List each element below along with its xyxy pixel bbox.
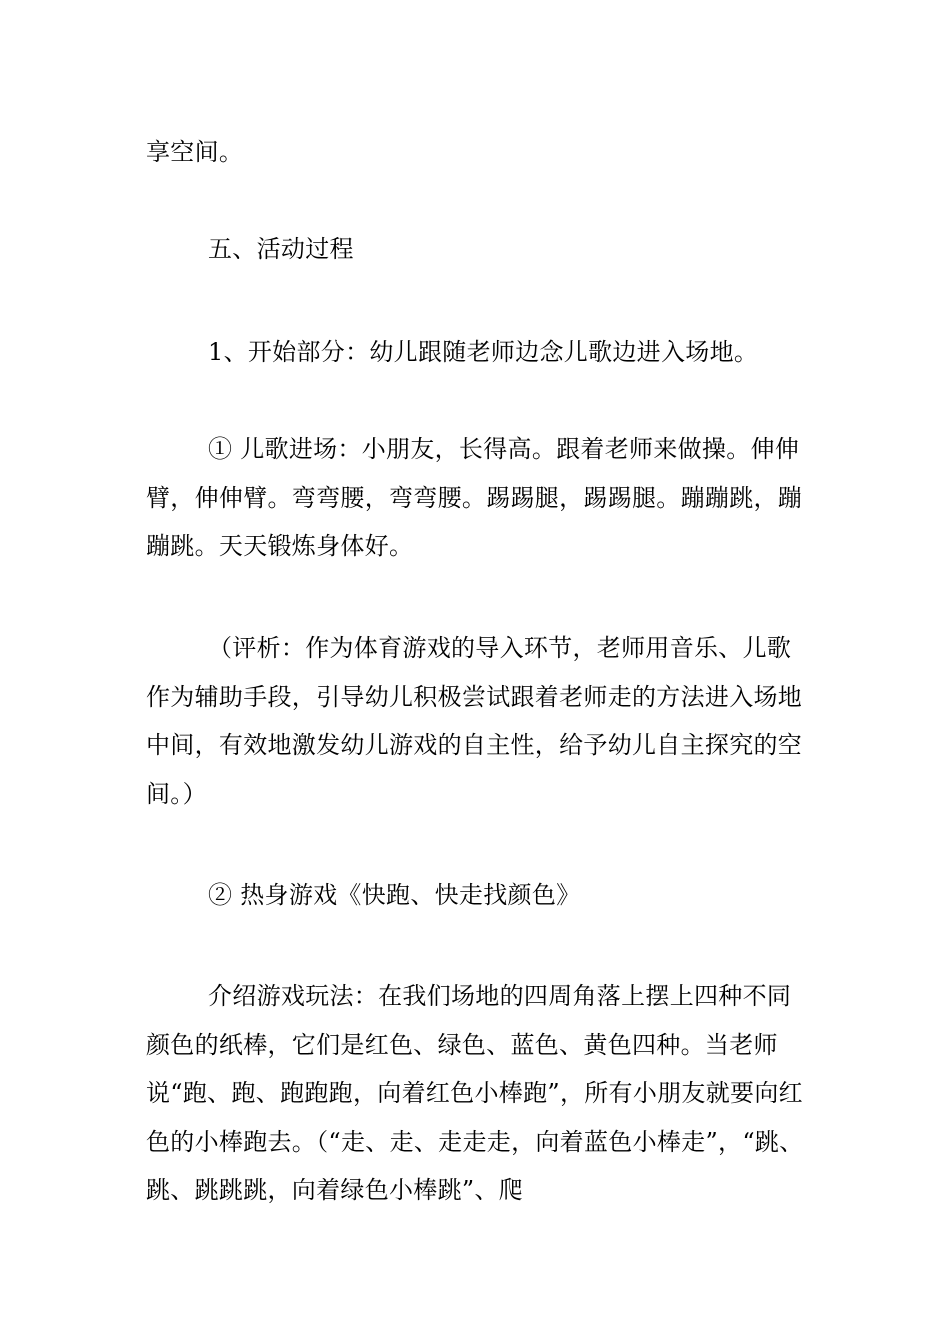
paragraph-continuation: 享空间。 — [146, 138, 244, 166]
paragraph-warmup-game: ② 热身游戏《快跑、快走找颜色》 — [208, 881, 581, 909]
paragraph-game-rules: 介绍游戏玩法：在我们场地的四周角落上摆上四种不同颜色的纸棒，它们是红色、绿色、蓝色、黄色四种。当老师说“跑、跑、跑跑跑，向着红色小棒跑”，所有小朋友就要向红色的小棒跑去。（“走、走、走走走，向着蓝色小棒走”，“跳、跳、跳跳跳，向着绿色小棒跳”、爬 — [146, 982, 804, 1204]
paragraph-song-entry: ① 儿歌进场：小朋友，长得高。跟着老师来做操。伸伸臂，伸伸臂。弯弯腰，弯弯腰。踢踢腿，踢踢腿。蹦蹦跳，蹦蹦跳。天天锻炼身体好。 — [146, 435, 803, 560]
paragraph-evaluation: （评析：作为体育游戏的导入环节，老师用音乐、儿歌作为辅助手段，引导幼儿积极尝试跟着老师走的方法进入场地中间，有效地激发幼儿游戏的自主性，给予幼儿自主探究的空间。） — [146, 634, 803, 808]
paragraph-start-section: 1、开始部分：幼儿跟随老师边念儿歌边进入场地。 — [208, 338, 759, 366]
section-heading: 五、活动过程 — [208, 235, 354, 263]
